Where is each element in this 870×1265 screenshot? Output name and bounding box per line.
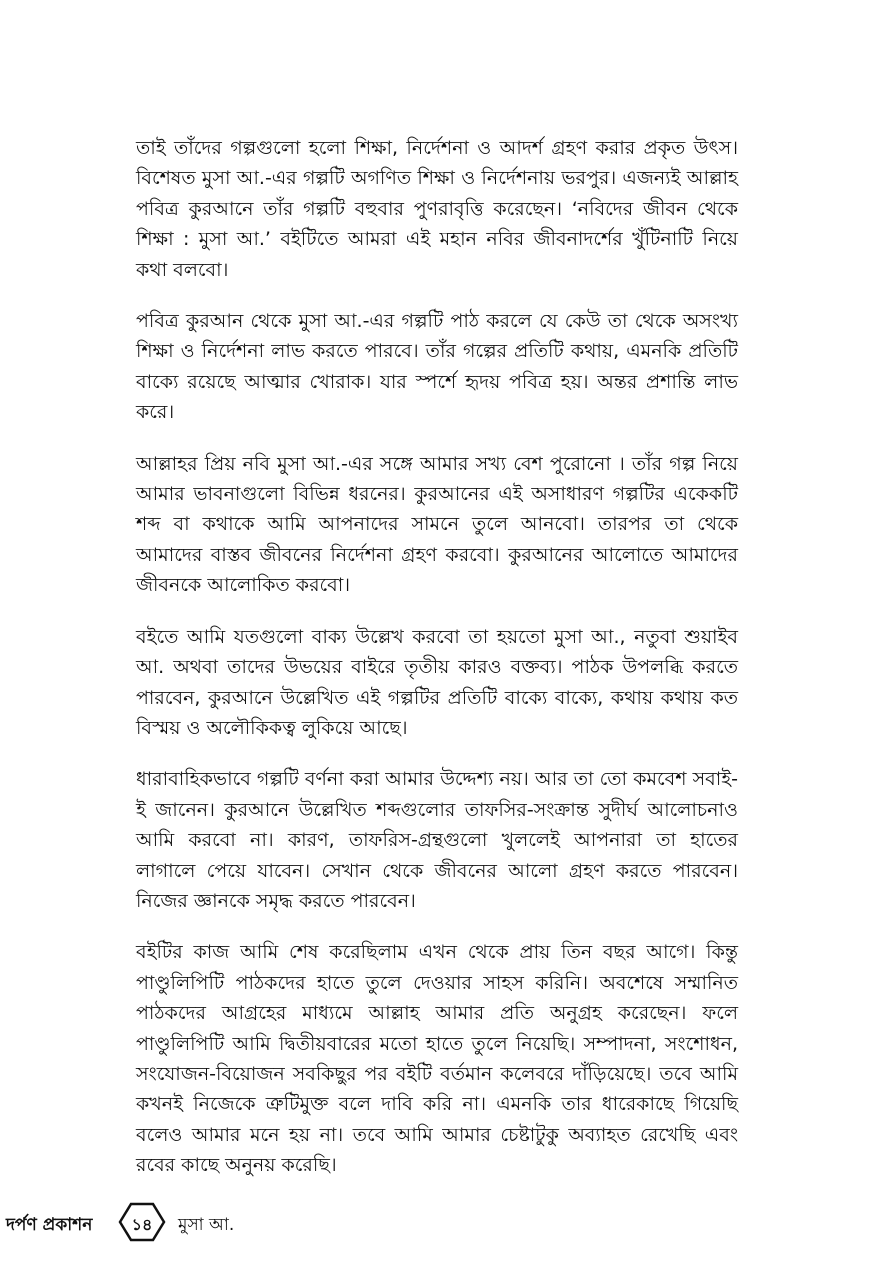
paragraph: বইতে আমি যতগুলো বাক্য উল্লেখ করবো তা হয়তো মুসা আ., নতুবা শুয়াইব আ. অথবা তাদের উভয়ের বাইরে তৃতীয় কারও বক্তব্য। পাঠক উপলব্ধি করতে পারবেন, কুরআনে উল্লেখিত এই গল্পটির প্রতিটি বাক্যে বাক্যে, কথায় কথায় কত বিস্ময় ও অলৌকিকত্ব লুকিয়ে আছে। [136,625,738,739]
book-title: মুসা আ. [178,1215,235,1235]
paragraph: তাই তাঁদের গল্পগুলো হলো শিক্ষা, নির্দেশনা ও আদর্শ গ্রহণ করার প্রকৃত উৎস। বিশেষত মুসা আ.-এর গল্পটি অগণিত শিক্ষা ও নির্দেশনায় ভরপুর। এজন্যই আল্লাহ পবিত্র কুরআনে তাঁর গল্পটি বহুবার পুণরাবৃত্তি করেছেন। ‘নবিদের জীবন থেকে শিক্ষা : মুসা আ.’ বইটিতে আমরা এই মহান নবির জীবনাদর্শের খুঁটিনাটি নিয়ে কথা বলবো। [136,137,738,281]
page-footer [0,1196,870,1244]
page-number: ১৪ [131,1215,153,1234]
publisher-name: দর্পণ প্রকাশন [6,1215,93,1235]
page-body [136,133,738,1202]
paragraph: ধারাবাহিকভাবে গল্পটি বর্ণনা করা আমার উদ্দেশ্য নয়। আর তা তো কমবেশ সবাই-ই জানেন। কুরআনে উল্লেখিত শব্দগুলোর তাফসির-সংক্রান্ত সুদীর্ঘ আলোচনাও আমি করবো না। কারণ, তাফরিস-গ্রন্থগুলো খুললেই আপনারা তা হাতের লাগালে পেয়ে যাবেন। সেখান থেকে জীবনের আলো গ্রহণ করতে পারবেন। নিজের জ্ঞানকে সমৃদ্ধ করতে পারবেন। [136,768,738,912]
paragraph: আল্লাহর প্রিয় নবি মুসা আ.-এর সঙ্গে আমার সখ্য বেশ পুরোনো । তাঁর গল্প নিয়ে আমার ভাবনাগুলো বিভিন্ন ধরনের। কুরআনের এই অসাধারণ গল্পটির একেকটি শব্দ বা কথাকে আমি আপনাদের সামনে তুলে আনবো। তারপর তা থেকে আমাদের বাস্তব জীবনের নির্দেশনা গ্রহণ করবো। কুরআনের আলোতে আমাদের জীবনকে আলোকিত করবো। [136,452,738,597]
page-number-badge [118,1202,166,1242]
paragraph: পবিত্র কুরআন থেকে মুসা আ.-এর গল্পটি পাঠ করলে যে কেউ তা থেকে অসংখ্য শিক্ষা ও নির্দেশনা লাভ করতে পারবে। তাঁর গল্পের প্রতিটি কথায়, এমনকি প্রতিটি বাক্যে রয়েছে আত্মার খোরাক। যার স্পর্শে হৃদয় পবিত্র হয়। অন্তর প্রশান্তি লাভ করে। [136,310,738,424]
paragraph: বইটির কাজ আমি শেষ করেছিলাম এখন থেকে প্রায় তিন বছর আগে। কিন্তু পাণ্ডুলিপিটি পাঠকদের হাতে তুলে দেওয়ার সাহস করিনি। অবশেষে সম্মানিত পাঠকদের আগ্রহের মাধ্যমে আল্লাহ আমার প্রতি অনুগ্রহ করেছেন। ফলে পাণ্ডুলিপিটি আমি দ্বিতীয়বারের মতো হাতে তুলে নিয়েছি। সম্পাদনা, সংশোধন, সংযোজন-বিয়োজন সবকিছুর পর বইটি বর্তমান কলেবরে দাঁড়িয়েছে। তবে আমি কখনই নিজেকে ত্রুটিমুক্ত বলে দাবি করি না। এমনকি তার ধারেকাছে গিয়েছি বলেও আমার মনে হয় না। তবে আমি আমার চেষ্টাটুকু অব্যাহত রেখেছি এবং রবের কাছে অনুনয় করেছি। [136,941,738,1177]
